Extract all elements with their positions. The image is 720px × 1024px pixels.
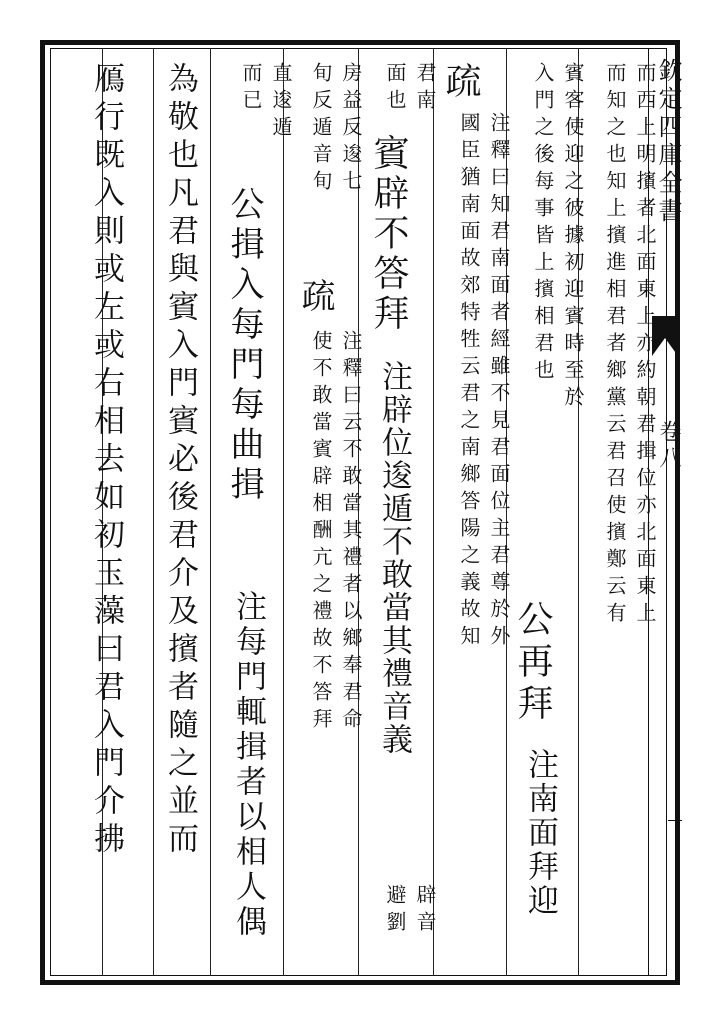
annotation-left-line: 國臣猶南面故郊特牲云君之南鄉答陽之義故知 <box>457 112 481 652</box>
annotation-right-line: 而西上明擯者北面東上亦約朝君揖位亦北面東上 <box>633 62 657 629</box>
annotation-right-line: 君南 <box>413 62 437 116</box>
annotation-right-line: 房益反逡七 <box>339 62 363 197</box>
annotation-text-segment: 注每門輒揖者以相人偶 <box>230 590 266 940</box>
annotation-left-line: 面也 <box>383 62 407 116</box>
book-title: 欽定四庫全書 <box>654 58 682 226</box>
column-divider <box>433 48 434 976</box>
annotation-left-line: 而已 <box>239 62 263 116</box>
main-text-segment: 公再拜 <box>512 600 553 726</box>
main-text-segment: 賓辟不答拜 <box>368 134 409 334</box>
annotation-text-segment: 為敬也凡君與賓入門賓必後君介及擯者隨之並而 <box>162 62 198 860</box>
column-divider <box>153 48 154 976</box>
column-divider <box>210 48 211 976</box>
annotation-left-line: 旬反遁音旬 <box>309 62 333 197</box>
annotation-text-segment: 注南面拜迎 <box>522 748 558 918</box>
column-divider <box>283 48 284 976</box>
commentary-marker: 疏 <box>295 278 335 316</box>
annotation-left-line: 避劉 <box>383 884 407 938</box>
annotation-left-line: 而知之也知上擯進相君者鄉黨云君召使擯鄭云有 <box>603 62 627 629</box>
annotation-right-line: 辟音 <box>413 884 437 938</box>
margin-tick <box>668 820 682 821</box>
commentary-marker: 疏 <box>440 62 481 102</box>
annotation-left-line: 使不敢當賓辟相酬亢之禮故不答拜 <box>309 330 333 735</box>
annotation-right-line: 直逡遁 <box>269 62 293 143</box>
annotation-right-line: 注釋曰知君南面者經雖不見君面位主君尊於外 <box>487 112 511 652</box>
annotation-text-segment: 注辟位逡遁不敢當其禮音義 <box>376 360 412 756</box>
annotation-text-segment: 鴈行既入則或左或右相去如初玉藻曰君入門介拂 <box>88 62 124 860</box>
annotation-right-line: 賓客使迎之彼據初迎賓時至於 <box>561 62 585 413</box>
main-text-segment: 公揖入每門每曲揖 <box>224 186 264 506</box>
volume-label: 卷八 <box>656 420 681 472</box>
annotation-right-line: 注釋曰云不敢當其禮者以鄉奉君命 <box>339 330 363 735</box>
annotation-left-line: 入門之後每事皆上擯相君也 <box>531 62 555 386</box>
